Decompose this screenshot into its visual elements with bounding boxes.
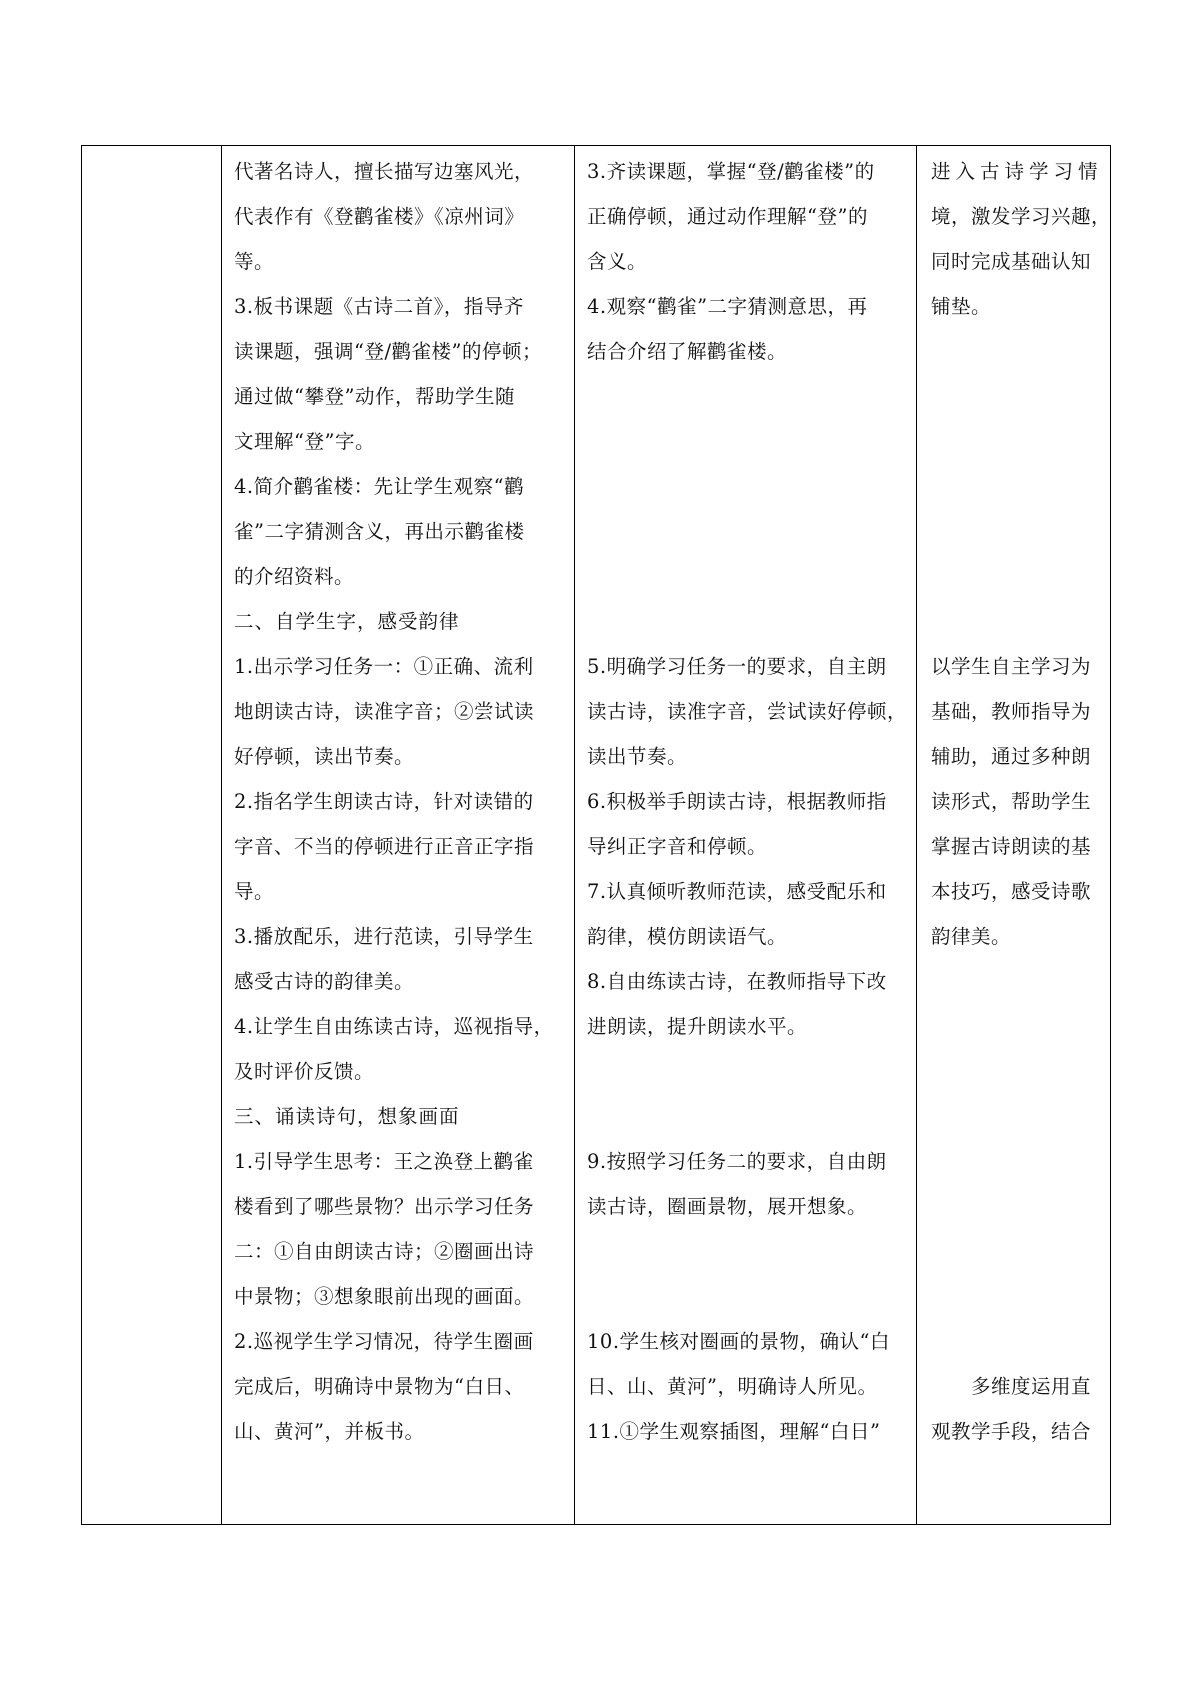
teacher-line: 代著名诗人，擅长描写边塞风光， bbox=[234, 160, 535, 183]
student-line: 韵律，模仿朗读语气。 bbox=[587, 925, 788, 948]
student-line: 读古诗，读准字音，尝试读好停顿， bbox=[587, 700, 908, 723]
teacher-line: 好停顿，读出节奏。 bbox=[234, 745, 415, 768]
teacher-line: 感受古诗的韵律美。 bbox=[234, 970, 415, 993]
intent-line: 进入古诗学习情 bbox=[931, 160, 1103, 183]
teacher-line: 文理解“登”字。 bbox=[234, 430, 375, 453]
teacher-line: 4.让学生自由练读古诗，巡视指导， bbox=[234, 1015, 554, 1038]
teacher-line: 楼看到了哪些景物？出示学习任务 bbox=[234, 1195, 535, 1218]
student-line: 10.学生核对圈画的景物，确认“白 bbox=[587, 1330, 890, 1353]
teacher-line: 2.巡视学生学习情况，待学生圈画 bbox=[234, 1330, 534, 1353]
teacher-line: 1.引导学生思考：王之涣登上鹳雀 bbox=[234, 1150, 534, 1173]
student-line: 正确停顿，通过动作理解“登”的 bbox=[587, 205, 868, 228]
teacher-line: 中景物；③想象眼前出现的画面。 bbox=[234, 1285, 535, 1308]
student-line: 8.自由练读古诗，在教师指导下改 bbox=[587, 970, 887, 993]
section-heading: 二、自学生字，感受韵律 bbox=[234, 610, 460, 633]
student-line: 结合介绍了解鹳雀楼。 bbox=[587, 340, 788, 363]
teacher-line: 读课题，强调“登/鹳雀楼”的停顿； bbox=[234, 340, 543, 363]
teacher-line: 二：①自由朗读古诗；②圈画出诗 bbox=[234, 1240, 535, 1263]
teacher-line: 导。 bbox=[234, 880, 275, 903]
intent-line: 多维度运用直 bbox=[971, 1375, 1092, 1398]
stage-column bbox=[82, 146, 222, 1524]
intent-line: 同时完成基础认知 bbox=[931, 250, 1092, 273]
intent-line: 韵律美。 bbox=[931, 925, 1012, 948]
student-line: 读古诗，圈画景物，展开想象。 bbox=[587, 1195, 868, 1218]
teacher-line: 1.出示学习任务一：①正确、流利 bbox=[234, 655, 534, 678]
lesson-plan-table bbox=[81, 145, 1111, 1525]
teacher-activity-column bbox=[222, 146, 575, 1524]
student-line: 含义。 bbox=[587, 250, 648, 273]
teacher-line: 3.播放配乐，进行范读，引导学生 bbox=[234, 925, 534, 948]
student-line: 6.积极举手朗读古诗，根据教师指 bbox=[587, 790, 887, 813]
teacher-line: 山、黄河”，并板书。 bbox=[234, 1420, 425, 1443]
student-line: 4.观察“鹳雀”二字猜测意思，再 bbox=[587, 295, 868, 318]
intent-line: 本技巧，感受诗歌 bbox=[931, 880, 1092, 903]
teacher-line: 3.板书课题《古诗二首》，指导齐 bbox=[234, 295, 524, 318]
section-heading: 三、诵读诗句，想象画面 bbox=[234, 1105, 460, 1128]
student-line: 导纠正字音和停顿。 bbox=[587, 835, 768, 858]
student-line: 日、山、黄河”，明确诗人所见。 bbox=[587, 1375, 878, 1398]
teacher-line: 等。 bbox=[234, 250, 275, 273]
teacher-line: 的介绍资料。 bbox=[234, 565, 355, 588]
student-line: 7.认真倾听教师范读，感受配乐和 bbox=[587, 880, 887, 903]
teacher-line: 地朗读古诗，读准字音；②尝试读 bbox=[234, 700, 535, 723]
intent-line: 观教学手段，结合 bbox=[931, 1420, 1092, 1443]
student-line: 5.明确学习任务一的要求，自主朗 bbox=[587, 655, 887, 678]
design-intent-column bbox=[917, 146, 1112, 1524]
teacher-line: 代表作有《登鹳雀楼》《凉州词》 bbox=[234, 205, 525, 228]
teacher-line: 字音、不当的停顿进行正音正字指 bbox=[234, 835, 535, 858]
intent-line: 读形式，帮助学生 bbox=[931, 790, 1092, 813]
teacher-line: 通过做“攀登”动作，帮助学生随 bbox=[234, 385, 515, 408]
teacher-line: 2.指名学生朗读古诗，针对读错的 bbox=[234, 790, 534, 813]
intent-line: 以学生自主学习为 bbox=[931, 655, 1092, 678]
intent-line: 掌握古诗朗读的基 bbox=[931, 835, 1092, 858]
teacher-line: 完成后，明确诗中景物为“白日、 bbox=[234, 1375, 525, 1398]
student-line: 读出节奏。 bbox=[587, 745, 688, 768]
intent-line: 境，激发学习兴趣， bbox=[931, 205, 1112, 228]
intent-line: 辅助，通过多种朗 bbox=[931, 745, 1092, 768]
teacher-line: 雀”二字猜测含义，再出示鹳雀楼 bbox=[234, 520, 525, 543]
student-line: 进朗读，提升朗读水平。 bbox=[587, 1015, 808, 1038]
student-line: 11.①学生观察插图，理解“白日” bbox=[587, 1420, 881, 1443]
student-line: 9.按照学习任务二的要求，自由朗 bbox=[587, 1150, 887, 1173]
teacher-line: 及时评价反馈。 bbox=[234, 1060, 375, 1083]
student-activity-column bbox=[575, 146, 917, 1524]
teacher-line: 4.简介鹳雀楼：先让学生观察“鹳 bbox=[234, 475, 525, 498]
intent-line: 铺垫。 bbox=[931, 295, 992, 318]
student-line: 3.齐读课题，掌握“登/鹳雀楼”的 bbox=[587, 160, 875, 183]
intent-line: 基础，教师指导为 bbox=[931, 700, 1092, 723]
